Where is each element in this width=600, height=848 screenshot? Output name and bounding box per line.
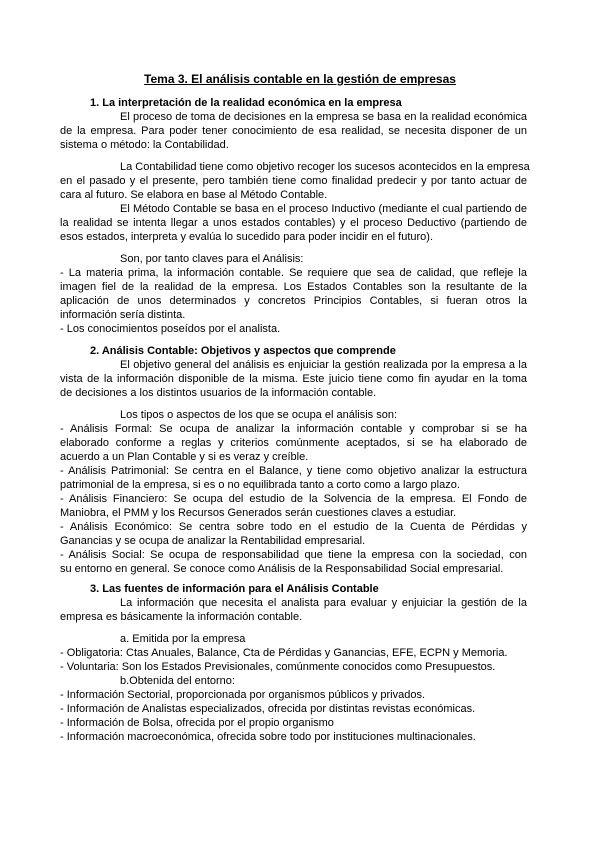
s3-b-item: - Información de Bolsa, ofrecida por el propio organismo (60, 717, 334, 729)
s3-a-item: - Voluntaria: Son los Estados Previsionales, comúnmente conocidos como Presupuestos. (60, 661, 496, 673)
s3-b-label: b.Obtenida del entorno: (120, 675, 235, 687)
s1-p3-line: El Método Contable se basa en el proceso Inductivo (mediante el cual partiendo de (120, 203, 527, 215)
s1-bullet-line: - La materia prima, la información contable. Se requiere que sea de calidad, que refleje la (60, 267, 527, 279)
s2-p1-line: El objetivo general del análisis es enjuiciar la gestión realizada por la empresa a la (120, 359, 527, 371)
s2-item-line: su entorno en general. Se conoce como Análisis de la Responsabilidad Social empresarial. (60, 563, 504, 575)
s3-p1-line: La información que necesita el analista para evaluar y enjuiciar la gestión de la (120, 597, 527, 609)
s1-p2-line: cara al futuro. Se elabora en base al Método Contable. (60, 189, 328, 201)
s3-b-item: - Información Sectorial, proporcionada por organismos públicos y privados. (60, 689, 426, 701)
s1-p1-line: El proceso de toma de decisiones en la empresa se basa en la realidad económica (120, 111, 527, 123)
s1-p1-line: de la empresa. Para poder tener conocimiento de esa realidad, se necesita disponer de un (60, 125, 527, 137)
s2-item-line: acuerdo a un Plan Contable y si es veraz y creíble. (60, 451, 309, 463)
s2-item-line: - Análisis Formal: Se ocupa de analizar la información contable y comprobar si se ha (60, 423, 527, 435)
s1-bullet-line: información sería distinta. (60, 309, 186, 321)
section-2-heading: 2. Análisis Contable: Objetivos y aspectos que comprende (90, 345, 396, 357)
s2-item-line: - Análisis Social: Se ocupa de responsabilidad que tiene la empresa con la sociedad, con (60, 549, 527, 561)
s1-p2-line: La Contabilidad tiene como objetivo recoger los sucesos acontecidos en la empresa (120, 161, 530, 173)
s3-a-item: - Obligatoria: Ctas Anuales, Balance, Cta de Pérdidas y Ganancias, EFE, ECPN y Memoria. (60, 647, 508, 659)
s2-item-line: elaborado conforme a reglas y criterios comúnmente aceptados, si se ha elaborado de (60, 437, 527, 449)
page-title: Tema 3. El análisis contable en la gestión de empresas (144, 72, 456, 86)
s2-item-line: - Análisis Financiero: Se ocupa del estudio de la Solvencia de la empresa. El Fondo de (60, 493, 527, 505)
s1-p1-line: sistema o método: la Contabilidad. (60, 139, 229, 151)
section-1-heading: 1. La interpretación de la realidad económica en la empresa (90, 97, 402, 109)
s1-p3-line: la realidad se intenta llegar a unos estados contables) y el proceso Deductivo (partiendo de (60, 217, 527, 229)
s2-p1-line: de decisiones a los distintos usuarios de la información contable. (60, 387, 377, 399)
s2-item-line: Ganancias y se ocupa de analizar la Rentabilidad empresarial. (60, 535, 366, 547)
s2-item-line: - Análisis Patrimonial: Se centra en el Balance, y tiene como objetivo analizar la estructura (60, 465, 527, 477)
s1-p3-line: esos estados, interpreta y evalúa lo sucedido para poder incidir en el futuro). (60, 231, 433, 243)
section-3-heading: 3. Las fuentes de información para el Análisis Contable (90, 583, 379, 595)
s1-bullet-line: aplicación de unos determinados y concretos Principios Contables, si fueran otros la (60, 295, 527, 307)
s2-item-line: patrimonial de la empresa, si es o no equilibrada tanto a corto como a largo plazo. (60, 479, 460, 491)
s2-p2: Los tipos o aspectos de los que se ocupa el análisis son: (120, 409, 398, 421)
s3-p1-line: empresa es básicamente la información contable. (60, 611, 303, 623)
s1-bullet-line: imagen fiel de la realidad de la empresa. Los Estados Contables son la resultante de la (60, 281, 527, 293)
s3-b-item: - Información macroeconómica, ofrecida sobre todo por instituciones multinacionales. (60, 731, 476, 743)
s3-b-item: - Información de Analistas especializados, ofrecida por distintas revistas económicas. (60, 703, 476, 715)
s1-bullet-line: - Los conocimientos poseídos por el analista. (60, 323, 281, 335)
s1-p4: Son, por tanto claves para el Análisis: (120, 253, 304, 265)
s2-item-line: Maniobra, el PMM y los Recursos Generados serán cuestiones claves a estudiar. (60, 507, 457, 519)
s2-item-line: - Análisis Económico: Se centra sobre todo en el estudio de la Cuenta de Pérdidas y (60, 521, 527, 533)
s1-p2-line: en el pasado y el presente, pero también tiene como finalidad predecir y por tanto actuar de (60, 175, 527, 187)
s2-p1-line: vista de la información disponible de la misma. Este juicio tiene como fin ayudar en la toma (60, 373, 527, 385)
s3-a-label: a. Emitida por la empresa (120, 633, 246, 645)
